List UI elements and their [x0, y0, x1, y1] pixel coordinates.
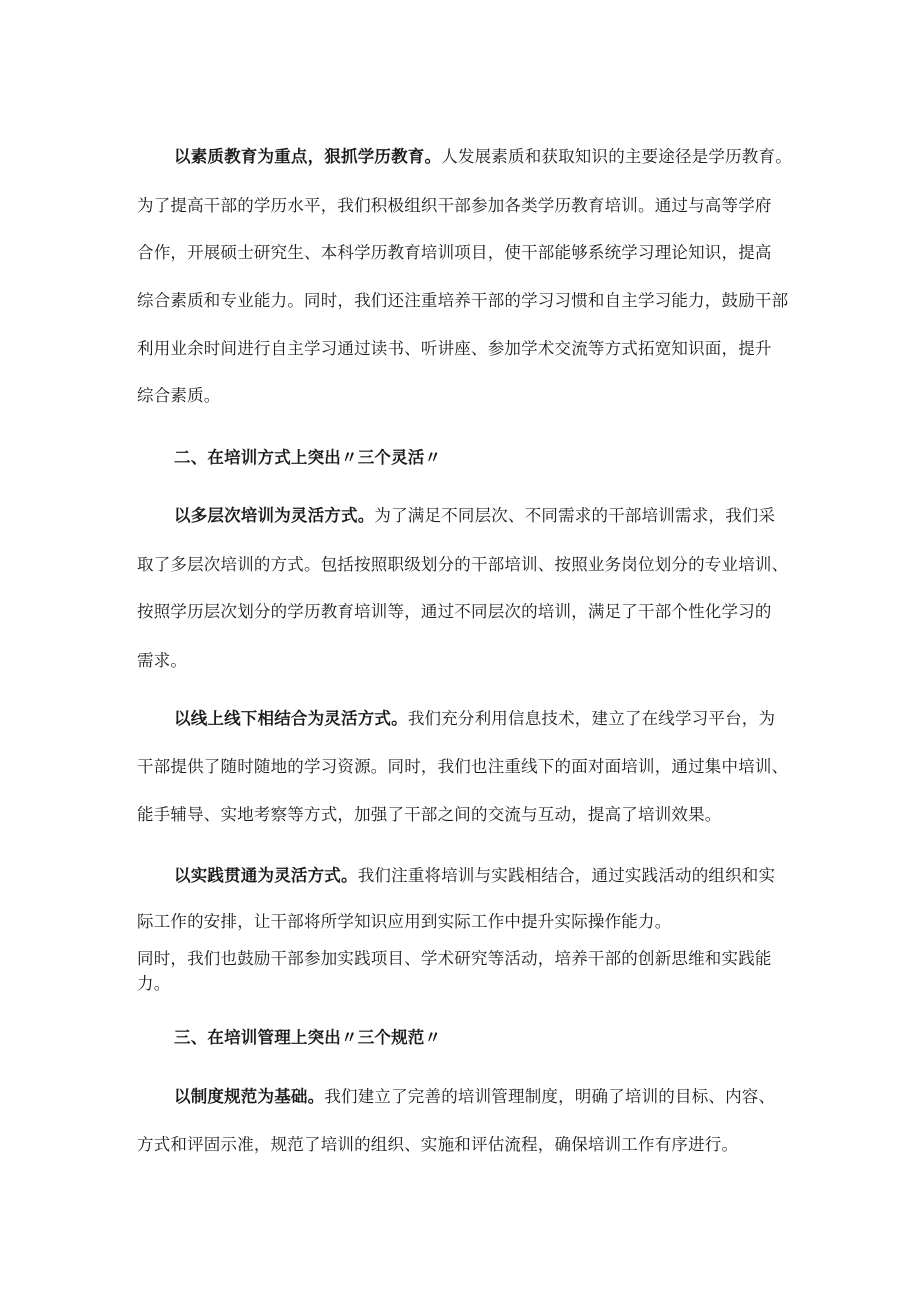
paragraph-lead: 以素质教育为重点，狠抓学历教育。	[174, 147, 442, 166]
paragraph-line: 合作，开展硕士研究生、本科学历教育培训项目，使干部能够系统学习理论知识，提高	[137, 243, 772, 262]
paragraph-text: 我们建立了完善的培训管理制度，明确了培训的目标、内容、	[324, 1087, 776, 1106]
paragraph-text: 为了满足不同层次、不同需求的干部培训需求，我们采	[374, 506, 776, 525]
paragraph-line	[174, 866, 775, 886]
paragraph-text: 我们充分利用信息技术，建立了在线学习平台，为	[407, 709, 776, 728]
paragraph-line	[174, 709, 775, 729]
paragraph-lead: 以多层次培训为灵活方式。	[174, 506, 375, 525]
section-heading: 三、在培训管理上突出〃三个规范〃	[174, 1028, 442, 1047]
paragraph-text: 人发展素质和获取知识的主要途径是学历教育。	[441, 147, 792, 166]
paragraph-line: 综合素质。	[137, 386, 221, 405]
paragraph-line: 为了提高干部的学历水平，我们积极组织干部参加各类学历教育培训。通过与高等学府	[137, 196, 772, 215]
paragraph-lead: 以实践贯通为灵活方式。	[174, 866, 358, 885]
paragraph-line: 综合素质和专业能力。同时，我们还注重培养干部的学习习惯和自主学习能力，鼓励干部	[137, 291, 789, 310]
paragraph-line: 同时，我们也鼓励干部参加实践项目、学术研究等活动，培养干部的创新思维和实践能	[137, 949, 772, 968]
section-heading: 二、在培训方式上突出〃三个灵活〃	[174, 448, 442, 467]
paragraph-line: 按照学历层次划分的学历教育培训等，通过不同层次的培训，满足了干部个性化学习的	[137, 602, 772, 621]
paragraph-lead: 以线上线下相结合为灵活方式。	[174, 709, 408, 728]
paragraph-line: 能手辅导、实地考察等方式，加强了干部之间的交流与互动，提高了培训效果。	[137, 805, 722, 824]
paragraph-line	[174, 1087, 775, 1107]
paragraph-line: 取了多层次培训的方式。包括按照职级划分的干部培训、按照业务岗位划分的专业培训、	[137, 555, 789, 574]
paragraph-lead: 以制度规范为基础。	[174, 1087, 325, 1106]
paragraph-line: 干部提供了随时随地的学习资源。同时，我们也注重线下的面对面培训，通过集中培训、	[137, 757, 789, 776]
paragraph-line: 际工作的安排，让干部将所学知识应用到实际工作中提升实际操作能力。	[137, 912, 672, 931]
paragraph-line: 方式和评固示准，规范了培训的组织、实施和评估流程，确保培训工作有序进行。	[137, 1135, 739, 1154]
paragraph-line	[174, 147, 792, 167]
paragraph-line: 力。	[137, 974, 171, 993]
paragraph-text: 我们注重将培训与实践相结合，通过实践活动的组织和实	[357, 866, 776, 885]
paragraph-line	[174, 506, 775, 526]
paragraph-line: 需求。	[137, 651, 188, 670]
paragraph-line: 利用业余时间进行自主学习通过读书、听讲座、参加学术交流等方式拓宽知识面，提升	[137, 339, 772, 358]
